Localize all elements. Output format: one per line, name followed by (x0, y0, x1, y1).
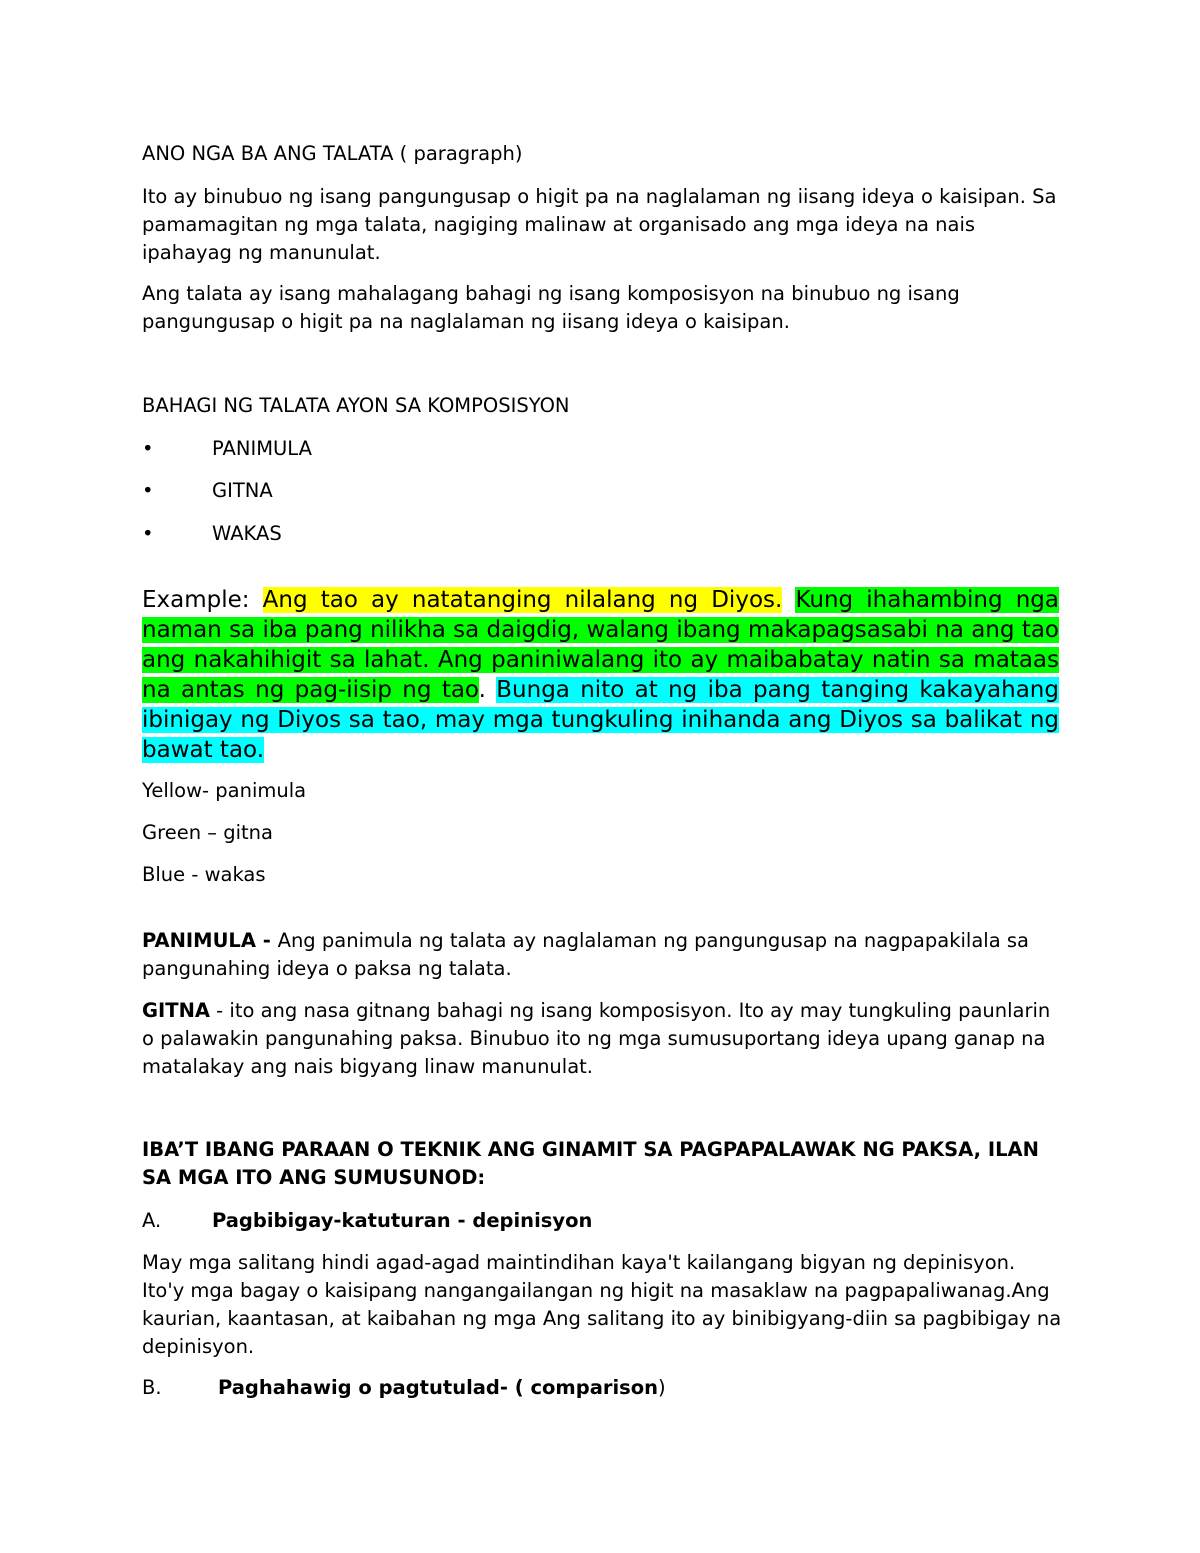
example-paragraph (142, 585, 1059, 765)
paragraph-definition: Ito ay binubuo ng isang pangungusap o higit pa na naglalaman ng iisang ideya o kaisipan. Sa pamamagitan ng mga talata, nagiging malinaw at organisado ang mga ideya na nais ipahayag ng manunulat. (142, 185, 1057, 264)
item-letter: B. (142, 1376, 162, 1399)
item-title: Paghahawig o pagtutulad- ( comparison (218, 1376, 659, 1399)
bullet-label: WAKAS (212, 522, 282, 545)
heading-bahagi: BAHAGI NG TALATA AYON SA KOMPOSISYON (142, 394, 570, 417)
heading-talata: ANO NGA BA ANG TALATA ( paragraph) (142, 142, 523, 165)
list-item-a (142, 1207, 592, 1235)
legend-blue: Blue - wakas (142, 862, 266, 886)
paragraph-depinisyon: May mga salitang hindi agad-agad maintindihan kaya't kailangang bigyan ng depinisyon. Ito'y mga bagay o kaisipang nangangailangan ng higit na masaklaw na pagpapaliwanag.Ang kaurian, kaantasan, at kaibahan ng mga Ang salitang ito ay binibigyang-diin sa pagbibigay na depinisyon. (142, 1251, 1062, 1358)
list-item-b (142, 1374, 666, 1402)
text-panimula: Ang panimula ng talata ay naglalaman ng pangungusap na nagpapakilala sa pangunahing ideya o paksa ng talata. (142, 929, 1029, 980)
item-close-paren: ) (658, 1376, 666, 1399)
legend-green: Green – gitna (142, 820, 273, 844)
example-label: Example: (142, 587, 263, 613)
bullet-icon: • (142, 437, 154, 460)
bullet-item (142, 435, 312, 463)
bullet-label: PANIMULA (212, 437, 312, 460)
item-letter: A. (142, 1209, 162, 1232)
highlight-green: Kung ihahambing nga naman sa iba pang nilikha sa daigdig, walang ibang makapagsasabi na ang tao ang nakahihigit sa lahat. Ang paniniwalang ito ay maibabatay natin sa mataas na antas ng pag-iisip ng tao (142, 587, 1059, 703)
term-gitna: GITNA (142, 999, 210, 1022)
definition-gitna (142, 997, 1062, 1081)
bullet-label: GITNA (212, 479, 273, 502)
bullet-item (142, 477, 273, 505)
example-space (782, 587, 795, 613)
term-panimula: PANIMULA - (142, 929, 278, 952)
bullet-item (142, 520, 282, 548)
paragraph-talata-part: Ang talata ay isang mahalagang bahagi ng isang komposisyon na binubuo ng isang pangungusap o higit pa na naglalaman ng iisang ideya o kaisipan. (142, 282, 960, 333)
definition-panimula (142, 927, 1062, 983)
highlight-cyan: Bunga nito at ng iba pang tanging kakayahang ibinigay ng Diyos sa tao, may mga tungkuling inihanda ang Diyos sa balikat ng bawat tao. (142, 677, 1059, 763)
example-period: . (478, 677, 497, 703)
item-title: Pagbibigay-katuturan - depinisyon (212, 1209, 593, 1232)
bullet-icon: • (142, 479, 154, 502)
highlight-yellow: Ang tao ay natatanging nilalang ng Diyos. (262, 587, 783, 613)
bullet-icon: • (142, 522, 154, 545)
heading-teknik: IBA’T IBANG PARAAN O TEKNIK ANG GINAMIT SA PAGPAPALAWAK NG PAKSA, ILAN SA MGA ITO ANG SUMUSUNOD: (142, 1138, 1039, 1189)
legend-yellow: Yellow- panimula (142, 778, 307, 802)
text-gitna: - ito ang nasa gitnang bahagi ng isang komposisyon. Ito ay may tungkuling paunlarin o palawakin pangunahing paksa. Binubuo ito ng mga sumusuportang ideya upang ganap na matalakay ang nais bigyang linaw manunulat. (142, 999, 1051, 1078)
